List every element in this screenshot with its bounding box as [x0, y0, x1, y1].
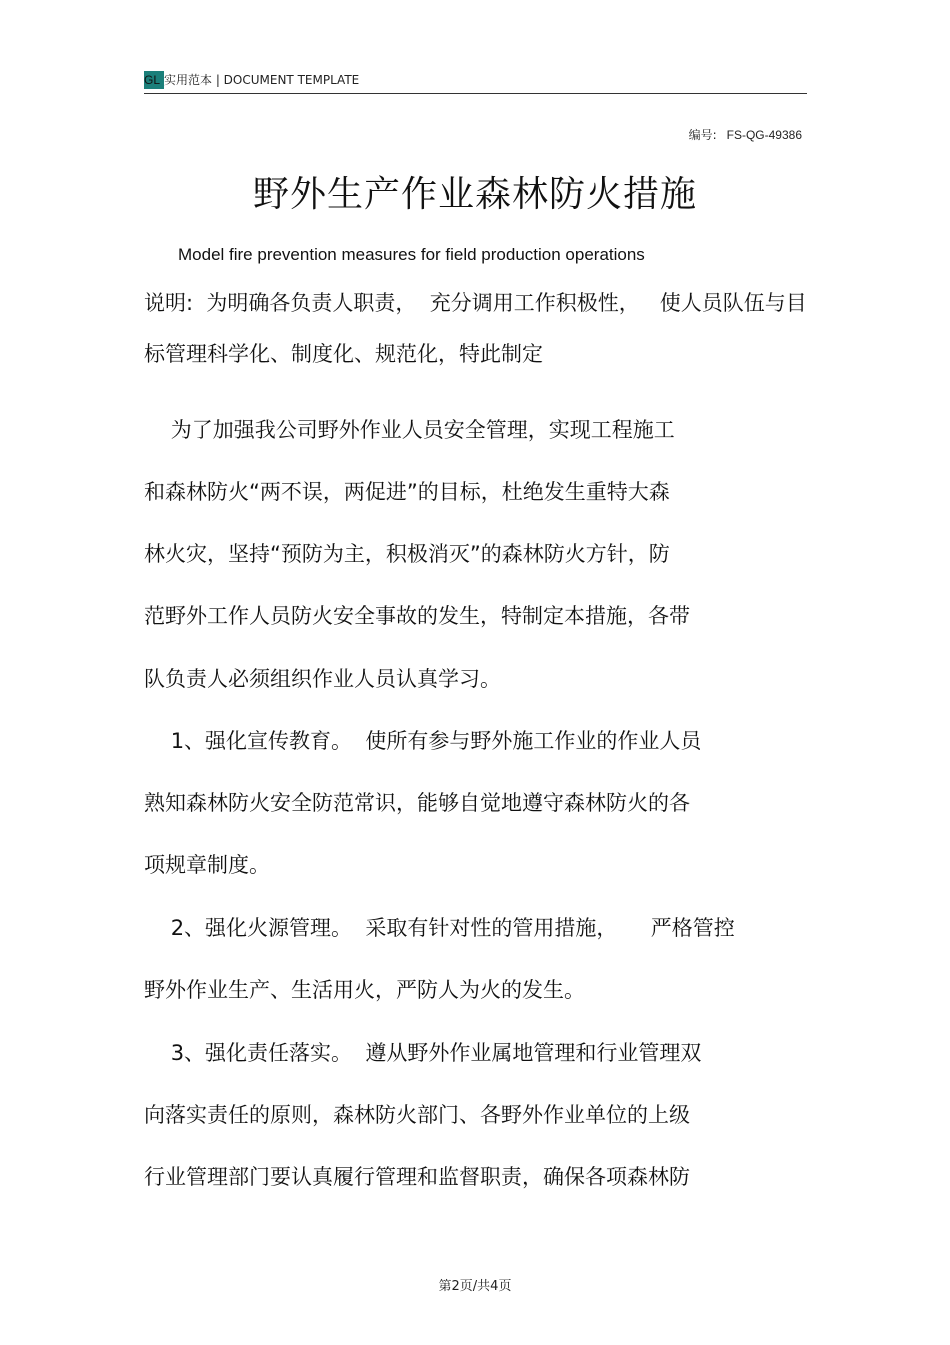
document-title: 野外生产作业森林防火措施 — [252, 174, 697, 215]
page-header — [144, 70, 807, 92]
body-line: 向落实责任的原则，森林防火部门、各野外作业单位的上级 — [144, 1103, 690, 1127]
description-line: 说明: 为明确各负责人职责， 充分调用工作积极性， 使人员队伍与目 — [144, 291, 807, 315]
body-line: 项规章制度。 — [144, 853, 270, 877]
body-line: 2、强化火源管理。 采取有针对性的管用措施， 严格管控 — [144, 916, 735, 940]
document-subtitle: Model fire prevention measures for field production operations — [178, 245, 645, 264]
body-line: 和森林防火“两不误，两促进”的目标，杜绝发生重特大森 — [144, 480, 670, 504]
body-line: 林火灾，坚持“预防为主，积极消灭”的森林防火方针，防 — [144, 542, 670, 566]
description-line: 标管理科学化、制度化、规范化，特此制定 — [144, 342, 543, 366]
document-number-label: 编号: — [688, 128, 717, 142]
body-line: 野外作业生产、生活用火，严防人为火的发生。 — [144, 978, 585, 1002]
body-line: 行业管理部门要认真履行管理和监督职责，确保各项森林防 — [144, 1165, 690, 1189]
body-line: 3、强化责任落实。 遵从野外作业属地管理和行业管理双 — [144, 1041, 702, 1065]
body-line: 1、强化宣传教育。 使所有参与野外施工作业的作业人员 — [144, 729, 702, 753]
body-line: 为了加强我公司野外作业人员安全管理，实现工程施工 — [144, 418, 675, 442]
header-divider — [144, 93, 807, 94]
body-line: 熟知森林防火安全防范常识，能够自觉地遵守森林防火的各 — [144, 791, 690, 815]
body-line: 队负责人必须组织作业人员认真学习。 — [144, 667, 501, 691]
page-footer: 第2页/共4页 — [438, 1279, 512, 1294]
header-text: 实用范本 | DOCUMENT TEMPLATE — [164, 73, 360, 87]
document-number-value: FS-QG-49386 — [726, 128, 802, 142]
body-line: 范野外工作人员防火安全事故的发生，特制定本措施，各带 — [144, 604, 690, 628]
document-number — [689, 127, 802, 143]
gl-logo: GL — [144, 71, 164, 89]
